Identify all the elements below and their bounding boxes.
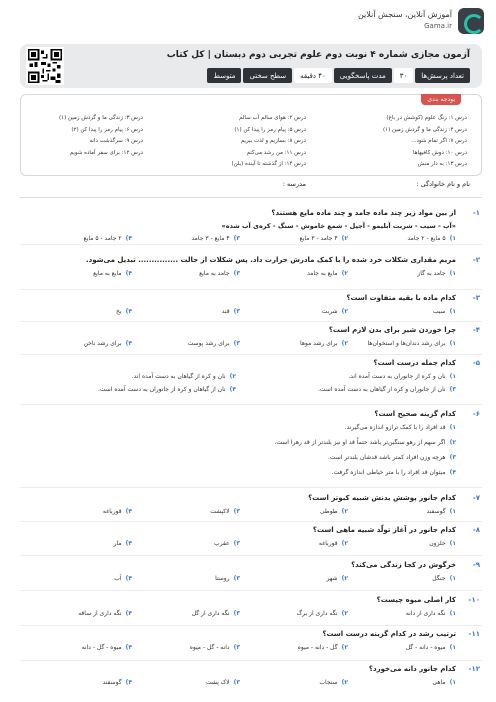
answer-option[interactable] (417, 270, 456, 277)
option-text: گل - دانه - میوه (297, 644, 338, 651)
lesson-item: درس ۱۲: برای سفر آماده شویم (69, 149, 143, 156)
question-text: کدام جانور دانه می‌خورد؟ (368, 665, 456, 673)
question-item (20, 630, 482, 663)
answer-option[interactable] (322, 308, 348, 315)
top-bar (0, 0, 496, 40)
answer-option[interactable] (103, 679, 132, 686)
option-number: ۱) (449, 308, 456, 315)
lesson-item: درس ۳: زندگی ما و گردش زمین (۱) (59, 115, 143, 121)
option-text: میوه - گل - دانه (81, 644, 122, 651)
option-text: برای رشد دندان‌ها و استخوان‌ها (367, 340, 446, 347)
question-number: ۲- (472, 256, 480, 264)
lesson-item: درس ۵: پیام رمز را پیدا کن (۱) (234, 126, 306, 133)
question-number: ۱۱- (468, 630, 480, 638)
answer-option[interactable] (82, 644, 132, 651)
option-number: ۳) (449, 454, 456, 461)
option-number: ۴) (229, 386, 236, 393)
option-number: ۱) (449, 270, 456, 277)
question-number: ۱۰- (468, 596, 480, 604)
answer-option[interactable] (84, 340, 132, 347)
question-number: ۱- (472, 209, 480, 217)
exam-meta-cell: ۴۰ دقیقه (294, 68, 332, 83)
answer-option[interactable] (188, 340, 240, 347)
question-number: ۹- (472, 561, 480, 569)
question-number: ۶- (472, 410, 480, 418)
option-number: ۴) (125, 644, 132, 651)
question-text: کدام جمله درست است؟ (373, 359, 456, 367)
option-number: ۳) (233, 575, 240, 582)
answer-option[interactable] (432, 679, 456, 686)
answer-option[interactable] (432, 575, 456, 582)
question-text: خرگوش در کجا زندگی می‌کند؟ (351, 561, 456, 569)
answer-option[interactable] (300, 235, 349, 242)
question-number: ۱۲- (468, 665, 480, 673)
answer-option[interactable] (78, 610, 132, 617)
exam-meta-cell: تعداد پرسش‌ها (415, 68, 470, 83)
option-number: ۲) (229, 373, 236, 380)
option-number: ۴) (125, 308, 132, 315)
option-text: نگه داری از دانه (405, 610, 446, 617)
option-text: قد افراد را با کمک ترازو اندازه می‌گیرند. (344, 424, 446, 431)
question-text: ترتیب رشد در کدام گزینه درست است؟ (322, 630, 456, 638)
lesson-item: درس ۷: اگر تمام شود... (411, 138, 467, 144)
answer-option[interactable] (190, 644, 240, 651)
question-separator (20, 321, 482, 322)
option-number: ۲) (341, 270, 348, 277)
question-item (20, 359, 482, 407)
option-text: نان از جانوران و کره از گیاهان به دست آمده است. (317, 386, 446, 393)
option-number: ۳) (449, 386, 456, 393)
answer-option[interactable] (206, 679, 240, 686)
option-text: گوسفند (102, 679, 122, 686)
lessons-tag: بودجه بندی (421, 94, 461, 105)
question-item (20, 410, 482, 490)
answer-option[interactable] (319, 679, 348, 686)
answer-option[interactable] (215, 575, 240, 582)
question-text: کدام گزینه صحیح است؟ (374, 410, 456, 418)
option-text: نان و کره از گیاهان به دست آمده اند. (131, 373, 226, 380)
option-number: ۱) (449, 679, 456, 686)
lesson-item: درس ۱۴: از گذشته تا آینده (بلن) (231, 161, 306, 167)
option-number: ۱) (449, 373, 456, 380)
option-number: ۴) (449, 469, 456, 476)
question-separator (20, 244, 482, 245)
lesson-item: درس ۴: زندگی ما و گردش زمین (۱) (383, 126, 467, 133)
question-text: از بین مواد زیر چند ماده جامد و چند ماده مایع هستند؟ (271, 209, 456, 217)
option-number: ۱) (449, 644, 456, 651)
option-text: اگر سهم از رهو سنگین‌تر باشد حتماً قد او نیز بلندتر از قد رهرا است. (274, 439, 446, 446)
option-text: آب (114, 575, 122, 582)
question-separator (20, 555, 482, 556)
option-text: مایع به مایع (93, 270, 122, 277)
exam-meta-cell: ۳۰ (394, 68, 414, 83)
answer-option[interactable] (326, 575, 348, 582)
answer-option[interactable] (132, 373, 236, 380)
question-text: مریم مقداری شکلات خرد شده را با کمک مادرش حرارت داد. پس شکلات از حالت ............... تبدیل می‌شود. (85, 256, 456, 264)
question-item (20, 596, 482, 628)
answer-option[interactable] (192, 610, 240, 617)
brand[interactable] (334, 8, 484, 36)
option-text: شهر (326, 575, 338, 582)
answer-option[interactable] (408, 235, 457, 242)
option-text: قورباغه (102, 508, 122, 515)
option-text: ۴ جامد - ۳ مایع (299, 235, 338, 242)
option-text: طوطی (319, 508, 338, 515)
exam-header (20, 44, 482, 88)
question-item (20, 294, 482, 324)
question-item (20, 494, 482, 524)
option-text: نان و کره از جانوران به دست آمده اند. (348, 373, 446, 380)
option-text: نگه داری از برگ (296, 610, 338, 617)
answer-option[interactable] (406, 644, 456, 651)
question-separator (20, 521, 482, 522)
option-number: ۴) (125, 679, 132, 686)
question-text: چرا خوردن شیر برای بدن لازم است؟ (328, 326, 456, 334)
question-item (20, 326, 482, 357)
answer-option[interactable] (433, 308, 456, 315)
answer-option[interactable] (114, 540, 132, 547)
option-text: جامد به گاز (417, 270, 446, 277)
option-number: ۴) (125, 508, 132, 515)
option-number: ۴) (125, 610, 132, 617)
answer-option[interactable] (319, 540, 348, 547)
option-text: سیب (432, 308, 446, 315)
exam-meta (207, 68, 470, 83)
question-item (20, 209, 482, 247)
option-number: ۳) (233, 270, 240, 277)
question-text: کدام جانور در آغاز تولّد شبیه ماهی است؟ (312, 526, 456, 534)
question-subtext: «آب - سیب - شربت آبلیمو - آجیل - شمع خاموش - سنگ - کره‌ی آب شده» (221, 222, 456, 230)
answer-option[interactable] (103, 508, 132, 515)
gama-logo-icon (458, 8, 484, 34)
lesson-item: درس ۱۳: به دار منش (417, 161, 467, 167)
student-name-label: نام و نام خانوادگی : (416, 180, 470, 188)
option-text: هرچه وزن افراد کمتر باشد قدشان بلندتر است. (327, 454, 446, 461)
option-number: ۳) (233, 235, 240, 242)
answer-option[interactable] (368, 340, 456, 347)
answer-option[interactable] (320, 508, 348, 515)
question-text: کدام جانور پوشش بدنش شبیه کبوتر است؟ (308, 494, 456, 502)
brand-url[interactable]: Gama.ir (424, 22, 452, 30)
option-text: نگه داری از گل (191, 610, 230, 617)
brand-title: آموزش آنلاین، سنجش آنلاین (357, 10, 452, 19)
qr-code-icon (26, 47, 64, 85)
divider (20, 197, 482, 198)
option-text: ۴ مایع - ۳ جامد (191, 235, 230, 242)
option-number: ۲) (341, 575, 348, 582)
answer-option[interactable] (328, 454, 456, 461)
answer-option[interactable] (297, 610, 348, 617)
option-text: قورباغه (318, 540, 338, 547)
option-number: ۴) (125, 540, 132, 547)
answer-option[interactable] (98, 386, 236, 393)
option-number: ۳) (233, 644, 240, 651)
option-text: برای رشد ناخن (83, 340, 122, 347)
option-text: ۵ مایع - ۲ جامد (407, 235, 446, 242)
question-item (20, 526, 482, 558)
option-text: روستا (215, 575, 230, 582)
option-text: یخ (116, 308, 122, 315)
option-number: ۳) (233, 508, 240, 515)
lessons-box (20, 94, 482, 176)
question-separator (20, 404, 482, 405)
lesson-item: درس ۹: سرگذشت دانه (89, 138, 143, 144)
answer-option[interactable] (210, 508, 240, 515)
answer-option[interactable] (429, 540, 456, 547)
option-text: لاک پشت (205, 679, 230, 686)
lesson-item: درس ۸: بسازیم و لذت ببریم (240, 138, 306, 144)
option-number: ۲) (449, 439, 456, 446)
lesson-item: درس ۱: زنگ علوم (کوشش در باغ) (386, 115, 467, 121)
option-text: قند (221, 308, 230, 315)
option-number: ۴) (125, 235, 132, 242)
option-text: نگه داری از ساقه (78, 610, 122, 617)
question-number: ۸- (472, 526, 480, 534)
option-number: ۲) (341, 644, 348, 651)
option-number: ۱) (449, 610, 456, 617)
exam-title: آزمون مجازی شماره ۴ نوبت دوم علوم تجربی دوم دبستان | کل کتاب (166, 50, 470, 60)
answer-option[interactable] (199, 270, 240, 277)
option-text: سنجاب (319, 679, 338, 686)
option-text: جنگل (432, 575, 446, 582)
answer-option[interactable] (307, 270, 348, 277)
answer-option[interactable] (192, 235, 241, 242)
option-number: ۳) (233, 308, 240, 315)
question-item (20, 665, 482, 697)
option-number: ۳) (233, 340, 240, 347)
option-number: ۲) (341, 508, 348, 515)
lesson-item: درس ۱۱: من رشد می‌کنم (246, 149, 306, 156)
answer-option[interactable] (318, 386, 456, 393)
option-number: ۴) (125, 270, 132, 277)
question-separator (20, 354, 482, 355)
option-text: نان از گیاهان و کره از جانوران به دست آمده است. (97, 386, 226, 393)
answer-option[interactable] (406, 610, 456, 617)
option-number: ۱) (449, 575, 456, 582)
option-text: دانه - گل - میوه (189, 644, 230, 651)
option-number: ۳) (233, 610, 240, 617)
question-number: ۴- (472, 326, 480, 334)
option-text: عقرب (214, 540, 230, 547)
question-text: کدام ماده با بقیه متفاوت است؟ (346, 294, 456, 302)
answer-option[interactable] (93, 270, 132, 277)
question-item (20, 561, 482, 593)
answer-option[interactable] (274, 439, 456, 446)
question-separator (20, 660, 482, 661)
option-number: ۱) (449, 540, 456, 547)
option-number: ۲) (341, 340, 348, 347)
option-number: ۲) (341, 235, 348, 242)
option-text: ۲ جامد - ۵ مایع (83, 235, 122, 242)
answer-option[interactable] (222, 308, 240, 315)
question-number: ۷- (472, 494, 480, 502)
option-number: ۴) (125, 575, 132, 582)
option-text: میوه - دانه - گل (405, 644, 446, 651)
question-number: ۳- (472, 294, 480, 302)
question-number: ۵- (472, 359, 480, 367)
option-text: شربت (321, 308, 338, 315)
question-text: کار اصلی میوه چیست؟ (376, 596, 456, 604)
question-item (20, 256, 482, 292)
lesson-item: درس ۱۰: دوش کافیها‌ها (412, 149, 467, 156)
option-number: ۲) (341, 540, 348, 547)
option-text: گوسفند (426, 508, 446, 515)
option-text: جامد به مایع (199, 270, 230, 277)
answer-option[interactable] (427, 508, 456, 515)
option-number: ۳) (233, 540, 240, 547)
question-separator (20, 289, 482, 290)
option-number: ۳) (233, 679, 240, 686)
answer-option[interactable] (332, 469, 456, 476)
answer-option[interactable] (84, 235, 133, 242)
option-text: میتوان قد افراد را با متر خیاطی اندازه گرفت. (331, 469, 446, 476)
lesson-item: درس ۲: هوای سالم آب سالم (239, 115, 306, 121)
exam-meta-cell: سطح سختی (243, 68, 292, 83)
option-number: ۱) (449, 424, 456, 431)
option-number: ۲) (341, 308, 348, 315)
option-number: ۱) (449, 235, 456, 242)
answer-option[interactable] (116, 308, 132, 315)
option-number: ۲) (341, 679, 348, 686)
option-text: برای رشد پوست (187, 340, 230, 347)
option-number: ۴) (125, 340, 132, 347)
option-text: مار (113, 540, 122, 547)
option-text: ماهی (432, 679, 446, 686)
question-separator (20, 590, 482, 591)
question-separator (20, 625, 482, 626)
exam-meta-cell: متوسط (207, 68, 241, 83)
answer-option[interactable] (214, 540, 240, 547)
lesson-item: درس ۶: پیام رمز را پیدا کن (۲) (71, 126, 143, 133)
answer-option[interactable] (345, 424, 456, 431)
option-text: مایع به جامد (307, 270, 338, 277)
option-number: ۱) (449, 340, 456, 347)
answer-option[interactable] (300, 340, 348, 347)
option-text: لاکپشت (210, 508, 230, 515)
answer-option[interactable] (114, 575, 132, 582)
question-separator (20, 487, 482, 488)
school-label: مدرسه : (282, 180, 306, 188)
option-number: ۱) (449, 508, 456, 515)
exam-meta-cell: مدت پاسخگویی (334, 68, 392, 83)
option-text: حلزون (429, 540, 446, 547)
answer-option[interactable] (298, 644, 348, 651)
option-number: ۲) (341, 610, 348, 617)
answer-option[interactable] (348, 373, 456, 380)
option-text: برای رشد موها (300, 340, 338, 347)
